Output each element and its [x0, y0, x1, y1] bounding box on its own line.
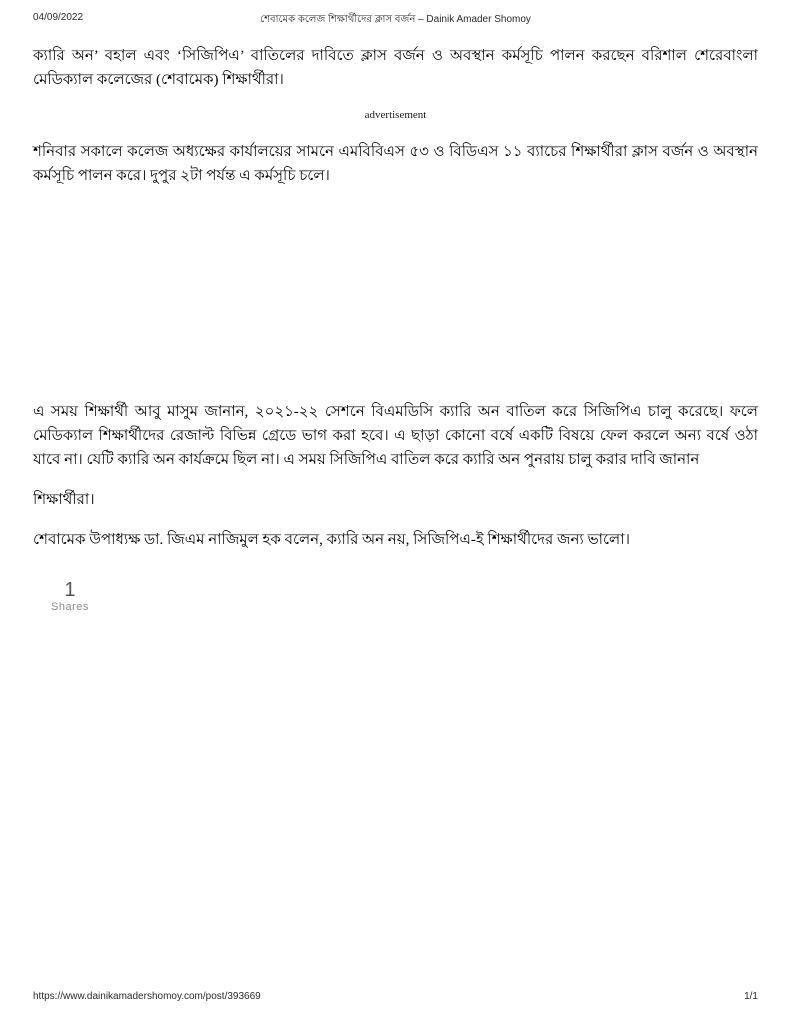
page-title: শেবামেক কলেজ শিক্ষার্থীদের ক্লাস বর্জন – Dainik Amader Shomoy — [260, 14, 531, 25]
article-image-placeholder — [33, 204, 758, 400]
article-paragraph-4: শিক্ষার্থীরা। — [33, 492, 95, 508]
print-header — [33, 12, 758, 26]
article-paragraph-5: শেবামেক উপাধ্যক্ষ ডা. জিএম নাজিমুল হক বলেন, ক্যারি অন নয়, সিজিপিএ-ই শিক্ষার্থীদের জন্য ভালো। — [33, 532, 630, 548]
print-source-url: https://www.dainikamadershomoy.com/post/393669 — [33, 991, 261, 1002]
article-paragraph-2: শনিবার সকালে কলেজ অধ্যক্ষের কার্যালয়ের সামনে এমবিবিএস ৫৩ ও বিডিএস ১১ ব্যাচের শিক্ষার্থীরা ক্লাস বর্জন ও অবস্থান কর্মসূচি পালন করে। দুপুর ২টা পর্যন্ত এ কর্মসূচি চলে। — [33, 144, 758, 184]
article-body — [33, 44, 758, 618]
print-date: 04/09/2022 — [33, 12, 84, 23]
share-count: 1 — [64, 579, 76, 601]
share-label: Shares — [51, 601, 89, 613]
article-paragraph-3: এ সময় শিক্ষার্থী আবু মাসুম জানান, ২০২১-২২ সেশনে বিএমডিসি ক্যারি অন বাতিল করে সিজিপিএ চালু করেছে। ফলে মেডিক্যাল শিক্ষার্থীদের রেজাল্ট বিভিন্ন গ্রেডে ভাগ করা হবে। এ ছাড়া কোনো বর্ষে একটি বিষয়ে ফেল করলে অন্য বর্ষে ওঠা যাবে না। যেটি ক্যারি অন কার্যক্রমে ছিল না। এ সময় সিজিপিএ বাতিল করে ক্যারি অন পুনরায় চালু করার দাবি জানান — [33, 404, 758, 468]
share-widget — [51, 580, 89, 614]
advertisement-label: advertisement — [364, 109, 427, 121]
print-footer — [33, 991, 758, 1002]
page-number: 1/1 — [744, 991, 758, 1002]
article-paragraph-1: ক্যারি অন’ বহাল এবং ‘সিজিপিএ’ বাতিলের দাবিতে ক্লাস বর্জন ও অবস্থান কর্মসূচি পালন করছেন বরিশাল শেরেবাংলা মেডিক্যাল কলেজের (শেবামেক) শিক্ষার্থীরা। — [33, 48, 758, 88]
